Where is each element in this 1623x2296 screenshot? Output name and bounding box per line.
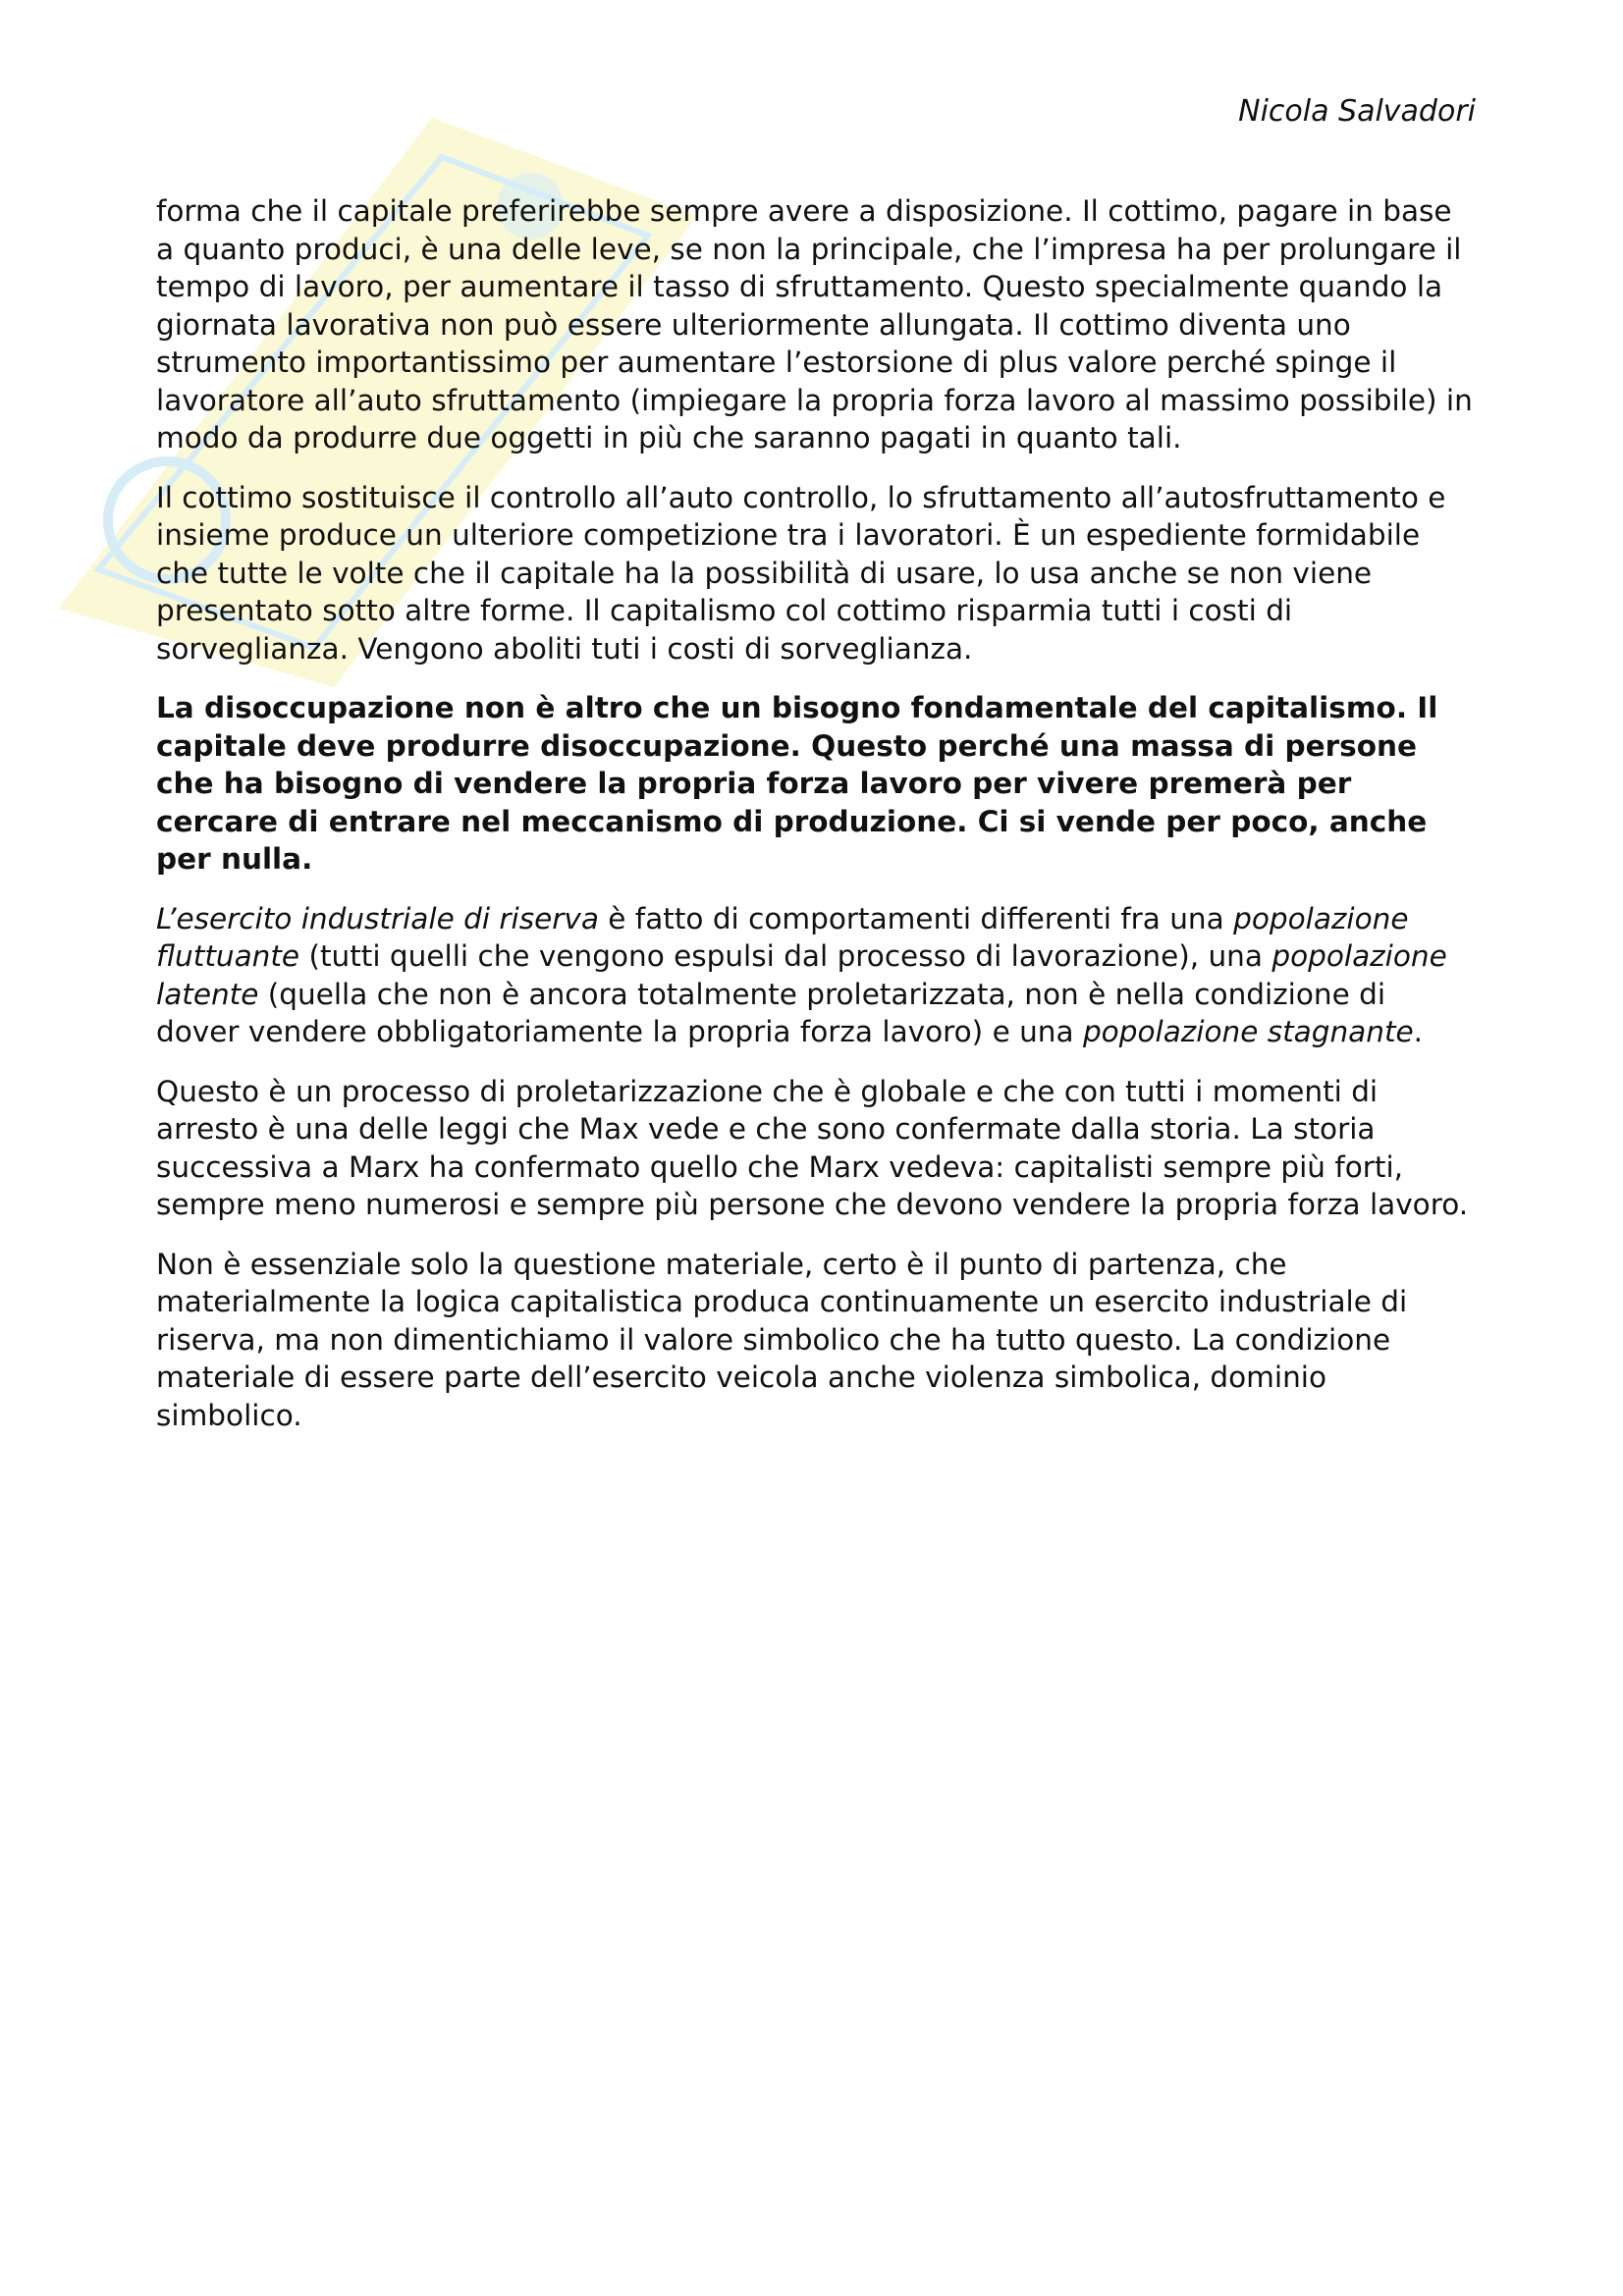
author-header: Nicola Salvadori	[1238, 94, 1476, 129]
term-popolazione-stagnante: popolazione stagnante	[1082, 1015, 1414, 1048]
paragraph-proletarizzazione: Questo è un processo di proletarizzazione che è globale e che con tutti i momenti di arresto è una delle leggi che Max vede e che sono confermate dalla storia. La storia successiva a Marx ha confermato quello che Marx vedeva: capitalisti sempre più forti, sempre meno numerosi e sempre più persone che devono vendere la propria forza lavoro.	[156, 1074, 1469, 1221]
term-popolazione-latente: popolazione latente	[156, 939, 1447, 1011]
term-popolazione-fluttuante: popolazione fluttuante	[156, 901, 1409, 973]
term-esercito-industriale: L’esercito industriale di riserva	[156, 901, 599, 935]
paragraph-cottimo-intro: forma che il capitale preferirebbe sempre avere a disposizione. Il cottimo, pagare in base a quanto produci, è una delle leve, se non la principale, che l’impresa ha per prolungare il tempo di lavoro, per aumentare il tasso di sfruttamento. Questo specialmente quando la giornata lavorativa non può essere ulteriormente allungata. Il cottimo diventa uno strumento importantissimo per aumentare l’estorsione di plus valore perché spinge il lavoratore all’auto sfruttamento (impiegare la propria forza lavoro al massimo possibile) in modo da produrre due oggetti in più che saranno pagati in quanto tali.	[156, 194, 1473, 454]
paragraph-disoccupazione: La disoccupazione non è altro che un bisogno fondamentale del capitalismo. Il capitale deve produrre disoccupazione. Questo perché una massa di persone che ha bisogno di vendere la propria forza lavoro per vivere premerà per cercare di entrare nel meccanismo di produzione. Ci si vende per poco, anche per nulla.	[156, 691, 1438, 876]
text-segment: .	[1413, 1015, 1424, 1048]
document-body	[156, 192, 1477, 1456]
paragraph-cottimo-controllo: Il cottimo sostituisce il controllo all’auto controllo, lo sfruttamento all’autosfruttamento e insieme produce un ulteriore competizione tra i lavoratori. È un espediente formidabile che tutte le volte che il capitale ha la possibilità di usare, lo usa anche se non viene presentato sotto altre forme. Il capitalismo col cottimo risparmia tutti i costi di sorveglianza. Vengono aboliti tuti i costi di sorveglianza.	[156, 480, 1446, 666]
text-segment: è fatto di comportamenti differenti fra una	[598, 901, 1234, 935]
paragraph-esercito-industriale	[156, 900, 1477, 1051]
text-segment: (quella che non è ancora totalmente proletarizzata, non è nella condizione di dover vendere obbligatoriamente la propria forza lavoro) e una	[156, 977, 1386, 1048]
text-segment: (tutti quelli che vengono espulsi dal processo di lavorazione), una	[299, 939, 1272, 973]
paragraph-valore-simbolico: Non è essenziale solo la questione materiale, certo è il punto di partenza, che materialmente la logica capitalistica produca continuamente un esercito industriale di riserva, ma non dimentichiamo il valore simbolico che ha tutto questo. La condizione materiale di essere parte dell’esercito veicola anche violenza simbolica, dominio simbolico.	[156, 1247, 1408, 1432]
